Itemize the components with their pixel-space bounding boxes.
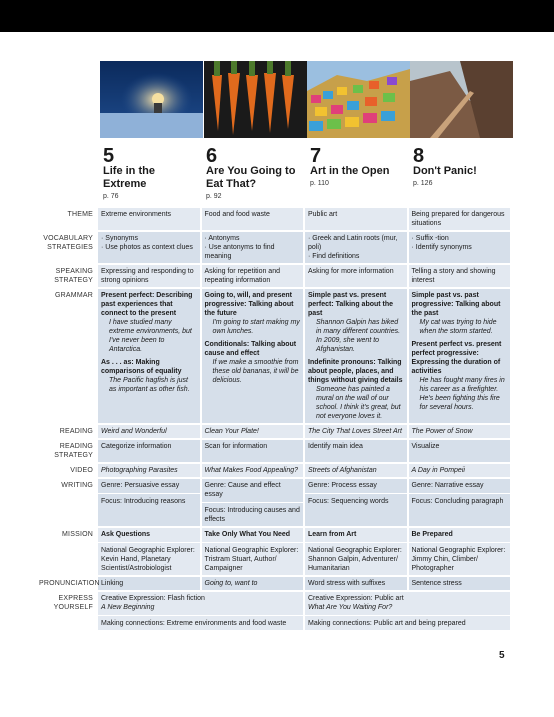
table-cell: Expressing and responding to strong opinions <box>98 265 200 287</box>
top-black-bar <box>0 0 554 32</box>
table-row <box>36 479 510 526</box>
table-cell: Visualize <box>409 440 511 462</box>
unit-title: Are You Going to Eat That? <box>206 165 296 190</box>
row-label: MISSION <box>62 531 93 538</box>
row-label: PRONUNCIATION <box>39 580 100 587</box>
table-cell: · Greek and Latin roots (mur, poli) · Find definitions <box>305 232 407 263</box>
row-label: READING STRATEGY <box>54 443 93 459</box>
table-cell: Telling a story and showing interest <box>409 265 511 287</box>
table-cell: Linking <box>98 577 200 590</box>
table-cell: Categorize information <box>98 440 200 462</box>
table-cell: Creative Expression: Public art What Are You Waiting For? Making connections: Public art and being prepared <box>305 592 510 630</box>
table-cell: Simple past vs. past progressive: Talking about the past My cat was trying to hide when the storm started. Present perfect vs. present perfect progressive: Expressing the duration of activities He has fought many fires in his career as a firefighter. He's been fighting this fire for several hours. <box>409 289 511 423</box>
table-cell: Food and food waste <box>202 208 304 230</box>
unit-page: p. 110 <box>310 180 329 187</box>
unit-number: 8 <box>413 145 425 167</box>
table-cell: · Suffix -tion · Identify synonyms <box>409 232 511 263</box>
table-cell: Photographing Parasites <box>98 464 200 477</box>
table-cell: Take Only What You Need National Geographic Explorer: Tristram Stuart, Author/ Campaigner <box>202 528 304 575</box>
table-cell: · Antonyms · Use antonyms to find meaning <box>202 232 304 263</box>
row-label: SPEAKING STRATEGY <box>54 268 93 284</box>
table-cell: · Synonyms · Use photos as context clues <box>98 232 200 263</box>
table-row <box>36 289 510 423</box>
table-row <box>36 440 510 462</box>
table-cell: Present perfect: Describing past experiences that connect to the present I have studied many extreme environments, but I've never been to Antarctica. As . . . as: Making comparisons of equality The Pacific hagfish is just as important as other fish. <box>98 289 200 423</box>
table-cell: Going to, will, and present progressive: Talking about the future I'm going to start making my own lunches. Conditionals: Talking about cause and effect If we make a smoothie from these old bananas, it will be delicious. <box>202 289 304 423</box>
table-cell: Identify main idea <box>305 440 407 462</box>
unit-number: 6 <box>206 145 218 167</box>
unit-number: 5 <box>103 145 115 167</box>
table-cell: A Day in Pompeii <box>409 464 511 477</box>
unit-page: p. 76 <box>103 193 119 200</box>
unit-page: p. 126 <box>413 180 433 187</box>
row-label: READING <box>59 428 93 435</box>
table-row <box>36 577 510 590</box>
table-cell: Genre: Cause and effect essay Focus: Introducing causes and effects <box>202 479 304 526</box>
cliff-path-photo <box>410 61 513 138</box>
table-row <box>36 592 510 630</box>
table-cell: Sentence stress <box>409 577 511 590</box>
table-cell: Extreme environments <box>98 208 200 230</box>
ice-explorer-photo <box>100 61 203 138</box>
row-label: WRITING <box>61 482 93 489</box>
table-cell: What Makes Food Appealing? <box>202 464 304 477</box>
table-cell: Scan for information <box>202 440 304 462</box>
row-label: GRAMMAR <box>55 292 93 299</box>
unit-title: Art in the Open <box>310 165 390 177</box>
table-cell: Asking for more information <box>305 265 407 287</box>
carrots-photo <box>204 61 307 138</box>
table-cell: Weird and Wonderful <box>98 425 200 438</box>
table-cell: Genre: Persuasive essay Focus: Introducing reasons <box>98 479 200 526</box>
table-cell: Streets of Afghanistan <box>305 464 407 477</box>
row-label: EXPRESS YOURSELF <box>53 595 93 611</box>
table-row <box>36 265 510 287</box>
table-cell: Learn from Art National Geographic Explorer: Shannon Galpin, Adventurer/ Humanitarian <box>305 528 407 575</box>
scope-sequence-table <box>34 206 512 632</box>
table-cell: Public art <box>305 208 407 230</box>
table-cell: The City That Loves Street Art <box>305 425 407 438</box>
table-cell: Simple past vs. present perfect: Talking about the past Shannon Galpin has biked in many different countries. In 2009, she went to Afghanistan. Indefinite pronouns: Talking about people, places, and things without giving details Someone has painted a mural on the wall of our school. I think it's great, but not everyone loves it. <box>305 289 407 423</box>
table-cell: Being prepared for dangerous situations <box>409 208 511 230</box>
table-cell: Genre: Process essay Focus: Sequencing words <box>305 479 407 526</box>
table-cell: Be Prepared National Geographic Explorer: Jimmy Chin, Climber/ Photographer <box>409 528 511 575</box>
unit-title: Don't Panic! <box>413 165 477 177</box>
table-row <box>36 425 510 438</box>
row-label: VOCABULARY STRATEGIES <box>43 235 93 251</box>
table-row <box>36 208 510 230</box>
table-cell: Genre: Narrative essay Focus: Concluding paragraph <box>409 479 511 526</box>
table-cell: Creative Expression: Flash fiction A New Beginning Making connections: Extreme environments and food waste <box>98 592 303 630</box>
table-cell: Going to, want to <box>202 577 304 590</box>
table-row <box>36 232 510 263</box>
unit-page: p. 92 <box>206 193 222 200</box>
table-row <box>36 528 510 575</box>
page-number: 5 <box>499 650 505 661</box>
table-cell: The Power of Snow <box>409 425 511 438</box>
row-label: THEME <box>67 211 93 218</box>
unit-number: 7 <box>310 145 322 167</box>
table-cell: Clean Your Plate! <box>202 425 304 438</box>
row-label: VIDEO <box>70 467 93 474</box>
table-row <box>36 464 510 477</box>
unit-title: Life in the Extreme <box>103 165 155 190</box>
table-cell: Word stress with suffixes <box>305 577 407 590</box>
table-cell: Asking for repetition and repeating information <box>202 265 304 287</box>
colorful-hillside-photo <box>307 61 410 138</box>
table-cell: Ask Questions National Geographic Explorer: Kevin Hand, Planetary Scientist/Astrobiologist <box>98 528 200 575</box>
